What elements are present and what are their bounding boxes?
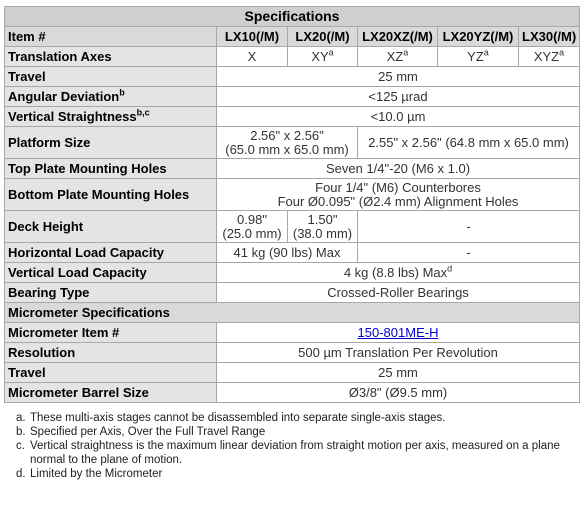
specifications-table <box>4 6 580 403</box>
footnotes <box>4 411 579 481</box>
deck-height-lx20: 1.50" (38.0 mm) <box>288 211 358 243</box>
row-label-barrel-size: Micrometer Barrel Size <box>5 383 217 403</box>
table-row <box>5 179 580 211</box>
platform-size-multi-axis: 2.55" x 2.56" (64.8 mm x 65.0 mm) <box>358 127 580 159</box>
table-row <box>5 283 580 303</box>
table-row <box>5 323 580 343</box>
row-label-vertical-load: Vertical Load Capacity <box>5 263 217 283</box>
table-row <box>5 47 580 67</box>
column-header-lx10: LX10(/M) <box>217 27 288 47</box>
axes-lx20xz: $XZ^a$ <box>358 47 438 67</box>
row-label-top-plate: Top Plate Mounting Holes <box>5 159 217 179</box>
row-label-resolution: Resolution <box>5 343 217 363</box>
table-row <box>5 211 580 243</box>
row-label-micrometer-travel: Travel <box>5 363 217 383</box>
bearing-type-value: Crossed-Roller Bearings <box>217 283 580 303</box>
table-row <box>5 363 580 383</box>
row-label-bottom-plate: Bottom Plate Mounting Holes <box>5 179 217 211</box>
table-title: Specifications <box>5 7 580 27</box>
barrel-size-value: Ø3/8" (Ø9.5 mm) <box>217 383 580 403</box>
row-label-micrometer-item: Micrometer Item # <box>5 323 217 343</box>
horizontal-load-multi-axis: - <box>358 243 580 263</box>
platform-size-lx10-lx20: 2.56" x 2.56" (65.0 mm x 65.0 mm) <box>217 127 358 159</box>
axes-lx30: XYZ$^a$ <box>519 47 580 67</box>
bottom-plate-value: Four 1/4" (M6) Counterbores Four Ø0.095" (Ø2.4 mm) Alignment Holes <box>217 179 580 211</box>
spec-container <box>4 6 579 481</box>
table-row <box>5 343 580 363</box>
column-header-lx20: LX20(/M) <box>288 27 358 47</box>
row-label-platform-size: Platform Size <box>5 127 217 159</box>
table-row <box>5 107 580 127</box>
table-row <box>5 159 580 179</box>
vertical-straightness-value: <10.0 µm <box>217 107 580 127</box>
micrometer-item-link[interactable]: 150-801ME-H <box>357 325 439 340</box>
row-label-horizontal-load: Horizontal Load Capacity <box>5 243 217 263</box>
table-row <box>5 263 580 283</box>
table-row <box>5 383 580 403</box>
micrometer-item-cell <box>217 323 580 343</box>
row-label-translation-axes: Translation Axes <box>5 47 217 67</box>
axes-lx10: X <box>217 47 288 67</box>
axes-lx20: $XY^a$ <box>288 47 358 67</box>
footnote-b: b. Specified per Axis, Over the Full Travel Range <box>16 426 266 438</box>
row-label-travel: Travel <box>5 67 217 87</box>
top-plate-value: Seven 1/4"-20 (M6 x 1.0) <box>217 159 580 179</box>
angular-deviation-value: <125 µrad <box>217 87 580 107</box>
table-row <box>5 127 580 159</box>
travel-value: 25 mm <box>217 67 580 87</box>
column-header-lx20yz: LX20YZ(/M) <box>438 27 519 47</box>
item-header: Item # <box>5 27 217 47</box>
vertical-load-value: 4 kg (8.8 lbs) Max$^d$ <box>217 263 580 283</box>
row-label-bearing-type: Bearing Type <box>5 283 217 303</box>
axes-lx20yz: $YZ^a$ <box>438 47 519 67</box>
footnote-a: a. These multi-axis stages cannot be disassembled into separate single-axis stages. <box>16 412 446 424</box>
deck-height-multi-axis: - <box>358 211 580 243</box>
table-row <box>5 243 580 263</box>
horizontal-load-value: 41 kg (90 lbs) Max <box>217 243 358 263</box>
footnote-d: d. Limited by the Micrometer <box>16 468 163 480</box>
footnote-c: c. Vertical straightness is the maximum linear deviation from straight motion per axis, measured on a plane normal to the plane of motion. <box>16 440 560 466</box>
column-header-lx30: LX30(/M) <box>519 27 580 47</box>
column-header-lx20xz: LX20XZ(/M) <box>358 27 438 47</box>
row-label-deck-height: Deck Height <box>5 211 217 243</box>
table-row <box>5 87 580 107</box>
resolution-value: 500 µm Translation Per Revolution <box>217 343 580 363</box>
row-label-angular-deviation: Angular Deviation$^b$ <box>5 87 217 107</box>
table-row <box>5 67 580 87</box>
deck-height-lx10: 0.98" (25.0 mm) <box>217 211 288 243</box>
row-label-vertical-straightness: Vertical Straightness$^{b,c}$ <box>5 107 217 127</box>
micrometer-section-title: Micrometer Specifications <box>5 303 580 323</box>
micrometer-travel-value: 25 mm <box>217 363 580 383</box>
